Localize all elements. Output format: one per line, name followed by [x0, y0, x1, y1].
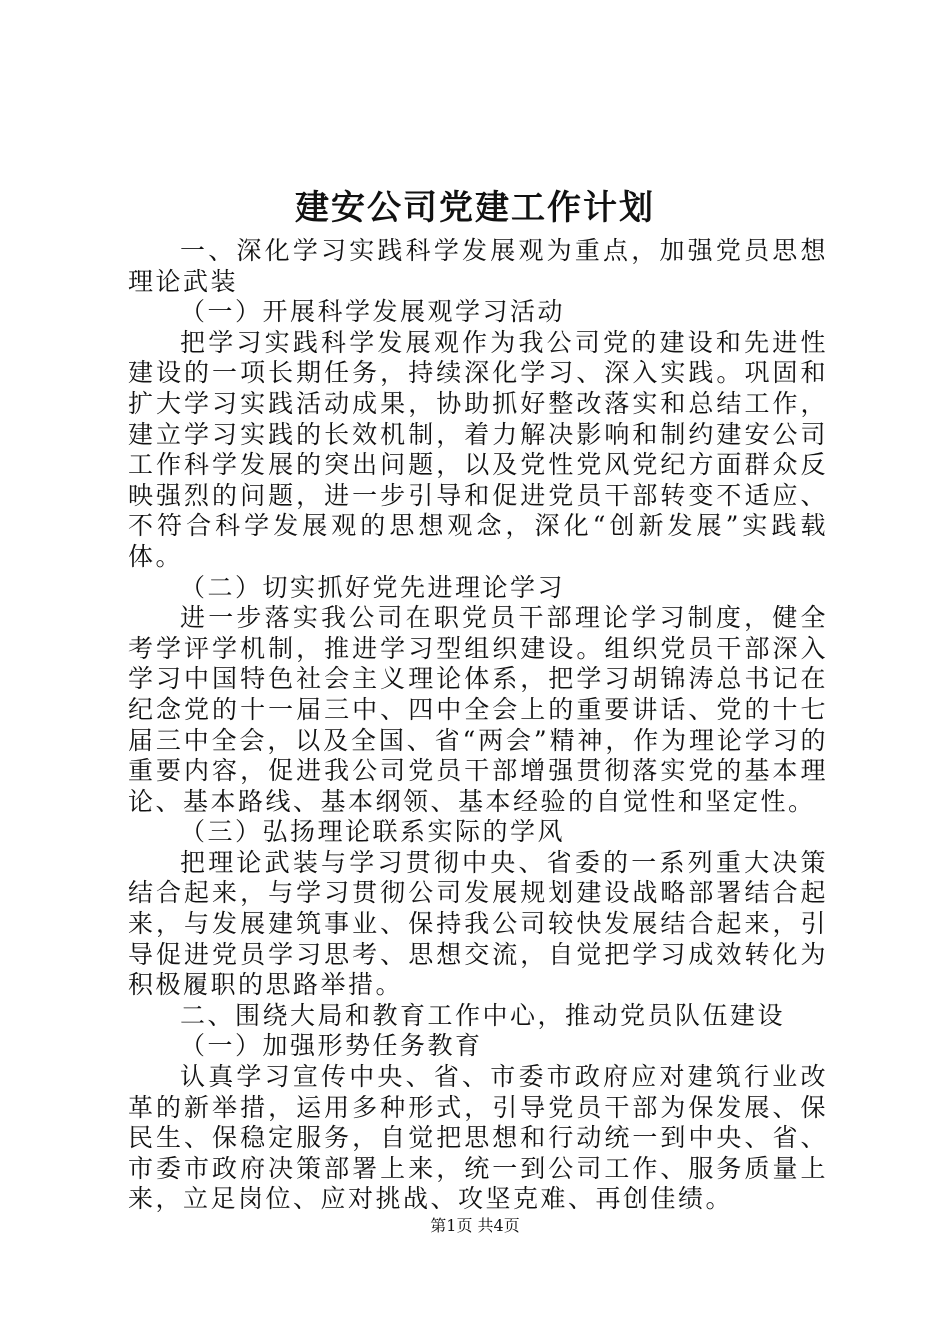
section-heading: 一、深化学习实践科学发展观为重点，加强党员思想理论武装 [128, 236, 828, 296]
body-paragraph: 认真学习宣传中央、省、市委市政府应对建筑行业改革的新举措，运用多种形式，引导党员干部为保发展、保民生、保稳定服务，自觉把思想和行动统一到中央、省、市委市政府决策部署上来，统一到公司工作、服务质量上来，立足岗位、应对挑战、攻坚克难、再创佳绩。 [128, 1062, 828, 1214]
page-footer: 第1页 共4页 [430, 1216, 520, 1235]
body-paragraph: 进一步落实我公司在职党员干部理论学习制度，健全考学评学机制，推进学习型组织建设。组织党员干部深入学习中国特色社会主义理论体系，把学习胡锦涛总书记在纪念党的十一届三中、四中全会上的重要讲话、党的十七届三中全会，以及全国、省“两会”精神，作为理论学习的重要内容，促进我公司党员干部增强贯彻落实党的基本理论、基本路线、基本纲领、基本经验的自觉性和坚定性。 [128, 603, 828, 816]
subsection-heading: （一）开展科学发展观学习活动 [180, 297, 566, 327]
section-heading: 二、围绕大局和教育工作中心，推动党员队伍建设 [180, 1000, 786, 1030]
subsection-heading: （二）切实抓好党先进理论学习 [180, 572, 566, 602]
body-paragraph: 把理论武装与学习贯彻中央、省委的一系列重大决策结合起来，与学习贯彻公司发展规划建设战略部署结合起来，与发展建筑事业、保持我公司较快发展结合起来，引导促进党员学习思考、思想交流，自觉把学习成效转化为积极履职的思路举措。 [128, 847, 828, 1000]
document-title: 建安公司党建工作计划 [295, 188, 655, 228]
subsection-heading: （一）加强形势任务教育 [180, 1031, 483, 1061]
subsection-heading: （三）弘扬理论联系实际的学风 [180, 817, 566, 847]
body-paragraph: 把学习实践科学发展观作为我公司党的建设和先进性建设的一项长期任务，持续深化学习、深入实践。巩固和扩大学习实践活动成果，协助抓好整改落实和总结工作，建立学习实践的长效机制，着力解决影响和制约建安公司工作科学发展的突出问题，以及党性党风党纪方面群众反映强烈的问题，进一步引导和促进党员干部转变不适应、不符合科学发展观的思想观念，深化“创新发展”实践载体。 [128, 327, 828, 571]
document-body [128, 236, 828, 1215]
